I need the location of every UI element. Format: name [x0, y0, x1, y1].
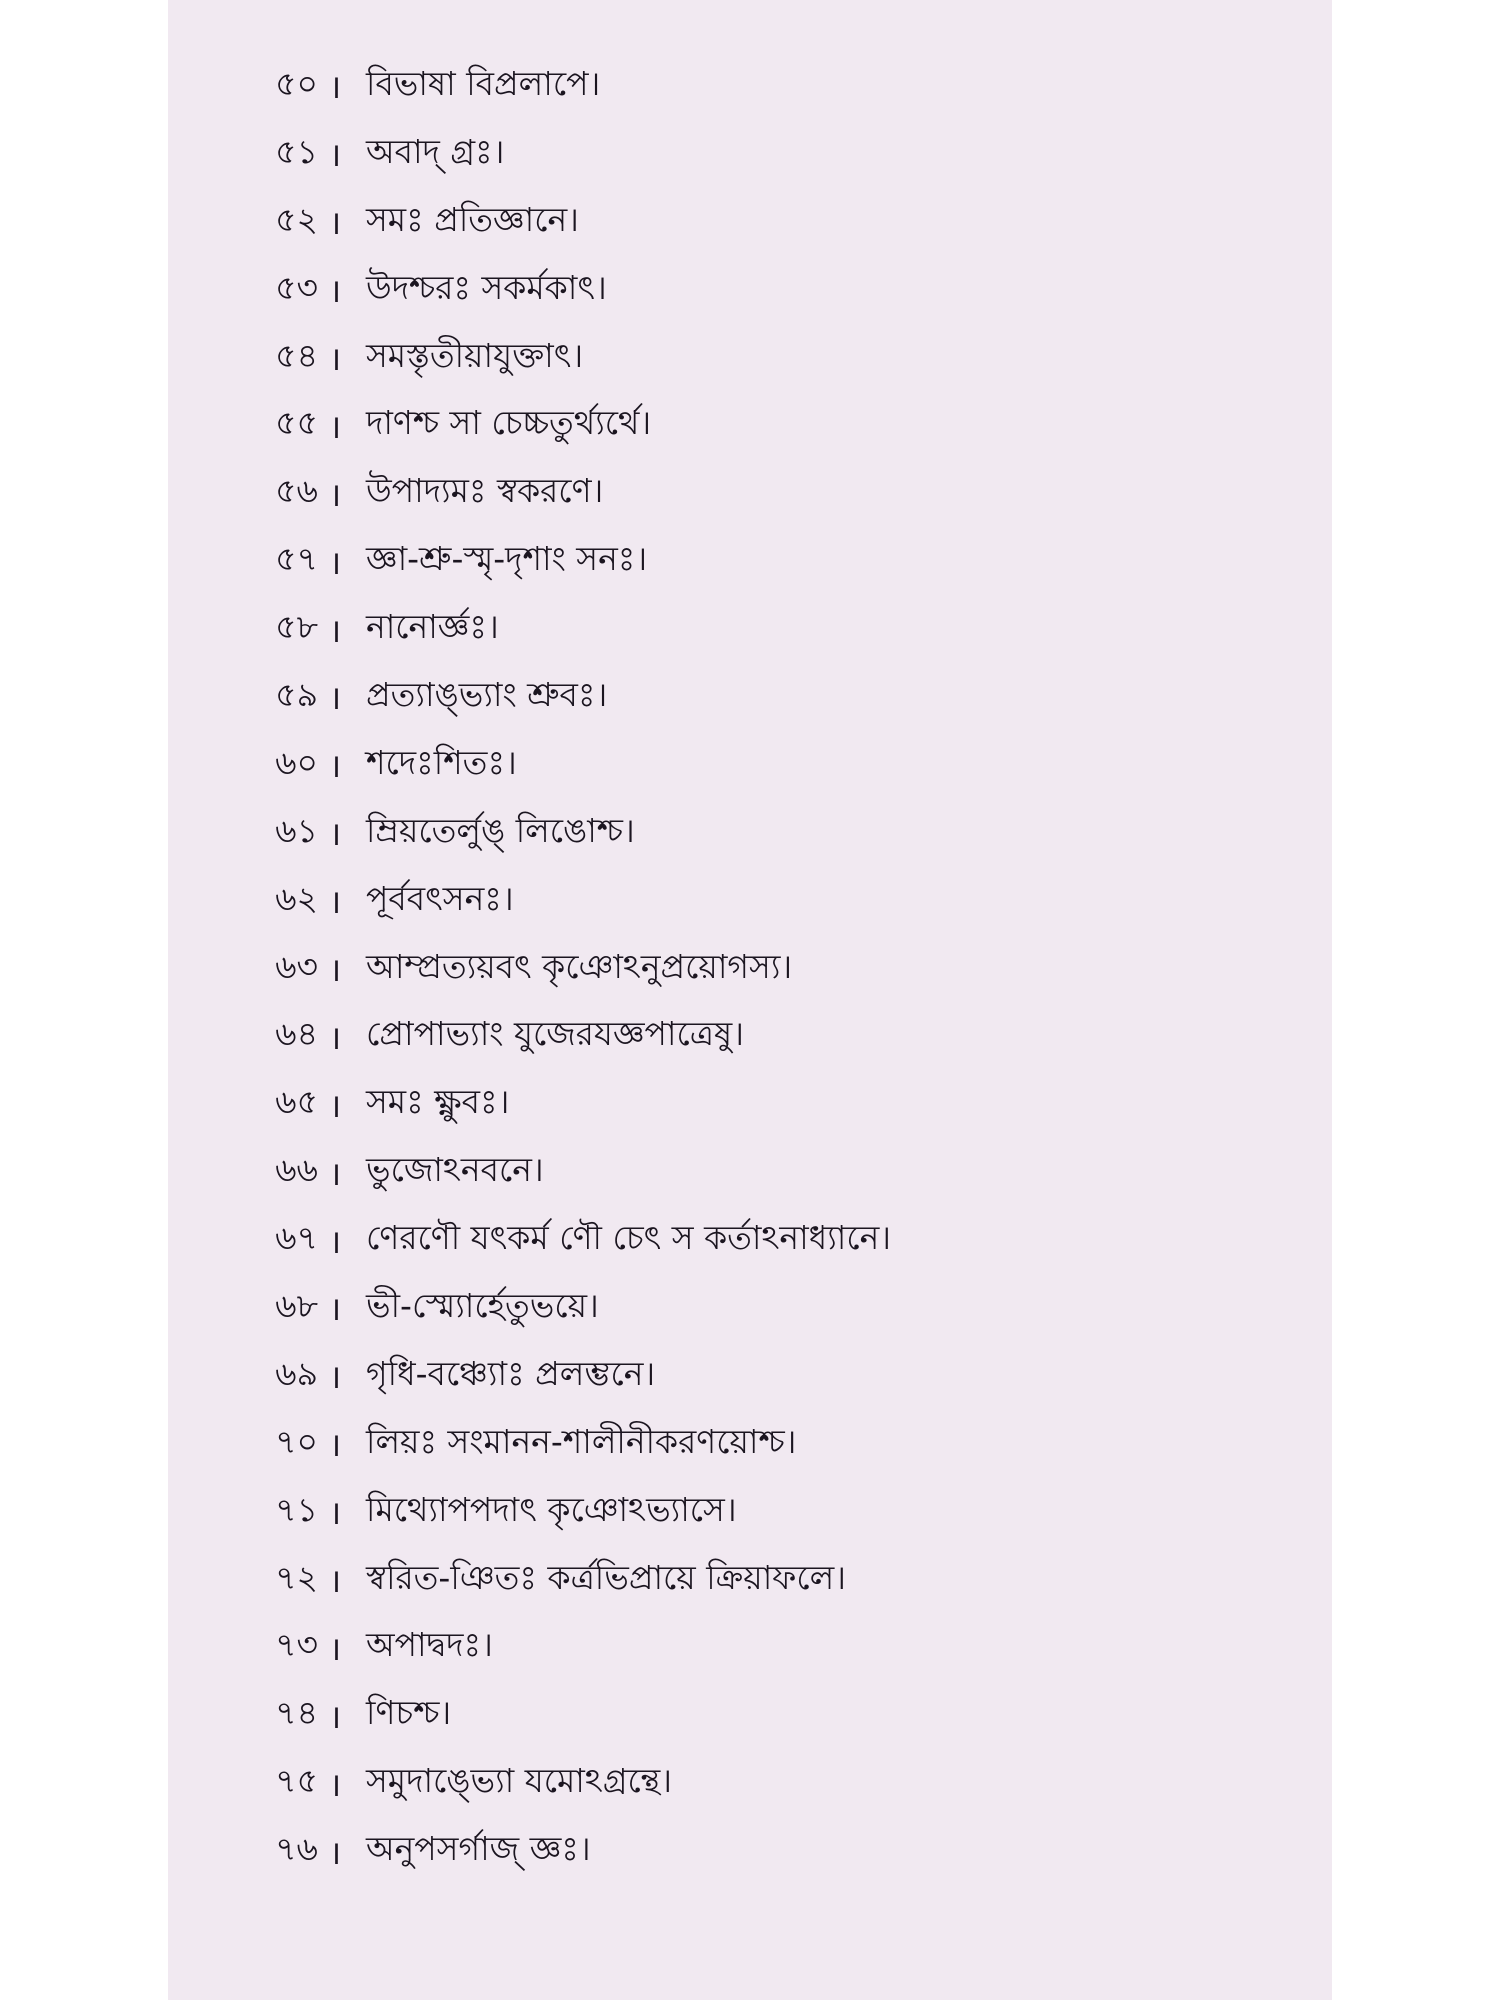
- sutra-number: ৬৮: [275, 1285, 318, 1325]
- sutra-row: [238, 1546, 1298, 1614]
- sutra-number: ৫৪: [275, 335, 318, 375]
- sutra-number: ৬০: [275, 742, 318, 782]
- sutra-number: ৬৩: [275, 946, 318, 986]
- number-separator: ।: [328, 1289, 342, 1329]
- sutra-text: স্বরিত-ঞিতঃ কর্ত্রভিপ্রায়ে ক্রিয়াফলে।: [366, 1557, 847, 1597]
- sutra-text: ণিচশ্চ।: [366, 1693, 452, 1733]
- sutra-text: প্রোপাভ্যাং যুজেরযজ্ঞপাত্রেষু।: [366, 1014, 744, 1054]
- sutra-number: ৭৬: [275, 1829, 318, 1869]
- right-margin: [1332, 0, 1500, 2000]
- number-separator: ।: [328, 1425, 342, 1465]
- sutra-text: জ্ঞা-শ্রু-স্মৃ-দৃশাং সনঃ।: [366, 539, 648, 579]
- number-separator: ।: [328, 610, 342, 650]
- sutra-text: সমঃ ক্ষ্ণুবঃ।: [366, 1082, 510, 1122]
- sutra-row: [238, 459, 1298, 527]
- sutra-row: [238, 1002, 1298, 1070]
- sutra-number: ৬৬: [275, 1150, 318, 1190]
- sutra-text: বিভাষা বিপ্রলাপে।: [366, 63, 601, 103]
- sutra-number: ৬৫: [275, 1082, 318, 1122]
- sutra-row: [238, 1681, 1298, 1749]
- number-separator: ।: [328, 1832, 342, 1872]
- sutra-row: [238, 731, 1298, 799]
- sutra-row: [238, 527, 1298, 595]
- number-separator: ।: [328, 339, 342, 378]
- sutra-number: ৫১: [275, 131, 318, 171]
- sutra-text: নানোর্জ্ঞঃ।: [366, 607, 499, 647]
- number-separator: ।: [328, 1357, 342, 1397]
- sutra-text: উপাদ্যমঃ স্বকরণে।: [366, 471, 604, 511]
- sutra-number: ৫০: [275, 63, 318, 103]
- sutra-row: [238, 391, 1298, 459]
- sutra-row: [238, 1749, 1298, 1817]
- sutra-row: [238, 1070, 1298, 1138]
- sutra-row: [238, 324, 1298, 392]
- sutra-row: [238, 1206, 1298, 1274]
- sutra-number: ৫৩: [275, 267, 318, 307]
- sutra-row: [238, 799, 1298, 867]
- number-separator: ।: [328, 950, 342, 990]
- sutra-text: মিথ্যোপপদাৎ কৃঞোঽভ্যাসে।: [366, 1489, 737, 1529]
- sutra-row: [238, 120, 1298, 188]
- sutra-row: [238, 663, 1298, 731]
- sutra-text: ণেরণৌ যৎকর্ম ণৌ চেৎ স কর্তাঽনাধ্যানে।: [366, 1218, 892, 1258]
- sutra-text: গৃধি-বঞ্চ্যোঃ প্রলম্ভনে।: [366, 1353, 656, 1393]
- sutra-text: লিয়ঃ সংমানন-শালীনীকরণয়োশ্চ।: [366, 1421, 797, 1461]
- sutra-number: ৬৯: [275, 1353, 318, 1393]
- book-page: [168, 0, 1332, 2000]
- sutra-row: [238, 1342, 1298, 1410]
- sutra-number: ৫২: [275, 199, 318, 239]
- sutra-text: অনুপসর্গাজ্ জ্ঞঃ।: [366, 1829, 591, 1869]
- number-separator: ।: [328, 271, 342, 311]
- sutra-number: ৫৫: [275, 403, 318, 443]
- sutra-text: ম্রিয়তের্লুঙ্ লিঙোশ্চ।: [366, 810, 635, 850]
- sutra-number: ৬২: [275, 878, 318, 918]
- sutra-number: ৫৮: [275, 607, 318, 647]
- sutra-number: ৫৭: [275, 539, 318, 579]
- sutra-number: ৬১: [275, 810, 318, 850]
- sutra-text: পূর্ববৎসনঃ।: [366, 878, 514, 918]
- sutra-number: ৫৯: [275, 674, 318, 714]
- number-separator: ।: [328, 678, 342, 718]
- number-separator: ।: [328, 1085, 342, 1125]
- sutra-row: [238, 1478, 1298, 1546]
- sutra-text: ভুজোঽনবনে।: [366, 1150, 544, 1190]
- number-separator: ।: [328, 1153, 342, 1193]
- sutra-number: ৬৪: [275, 1014, 318, 1054]
- sutra-row: [238, 1410, 1298, 1478]
- number-separator: ।: [328, 882, 342, 922]
- number-separator: ।: [328, 1017, 342, 1057]
- sutra-row: [238, 1817, 1298, 1885]
- number-separator: ।: [328, 1764, 342, 1804]
- sutra-row: [238, 867, 1298, 935]
- sutra-number: ৭৩: [275, 1625, 318, 1665]
- sutra-row: [238, 595, 1298, 663]
- number-separator: ।: [328, 474, 342, 514]
- number-separator: ।: [328, 67, 342, 107]
- sutra-text: ভী-স্ম্যোর্হেতুভয়ে।: [366, 1285, 599, 1325]
- left-margin: [0, 0, 168, 2000]
- number-separator: ।: [328, 406, 342, 446]
- sutra-number: ৭১: [275, 1489, 318, 1529]
- number-separator: ।: [328, 203, 342, 243]
- sutra-text: প্রত্যাঙ্ভ্যাং শ্রুবঃ।: [366, 674, 608, 714]
- sutra-row: [238, 1274, 1298, 1342]
- sutra-text: অপাদ্বদঃ।: [366, 1625, 493, 1665]
- sutra-row: [238, 52, 1298, 120]
- sutra-row: [238, 935, 1298, 1003]
- sutra-text: আম্প্রত্যয়বৎ কৃঞোঽনুপ্রয়োগস্য।: [366, 946, 793, 986]
- sutra-text: সমঃ প্রতিজ্ঞানে।: [366, 199, 579, 239]
- number-separator: ।: [328, 1628, 342, 1668]
- number-separator: ।: [328, 814, 342, 854]
- sutra-text: শদেঃশিতঃ।: [366, 742, 517, 782]
- sutra-number: ৭৪: [275, 1693, 318, 1733]
- sutra-number: ৭৫: [275, 1761, 318, 1801]
- sutra-text: সমস্তৃতীয়াযুক্তাৎ।: [366, 335, 584, 375]
- number-separator: ।: [328, 135, 342, 175]
- sutra-number: ৭০: [275, 1421, 318, 1461]
- sutra-text: সমুদাঙ্ভ্যো যমোঽগ্রন্থে।: [366, 1761, 673, 1801]
- sutra-row: [238, 256, 1298, 324]
- sutra-text: উদশ্চরঃ সকর্মকাৎ।: [366, 267, 607, 307]
- sutra-number: ৬৭: [275, 1218, 318, 1258]
- number-separator: ।: [328, 1493, 342, 1533]
- sutra-list: [238, 52, 1298, 1885]
- sutra-text: দাণশ্চ সা চেচ্চতুর্থ্যর্থে।: [366, 403, 652, 443]
- number-separator: ।: [328, 1561, 342, 1601]
- sutra-number: ৭২: [275, 1557, 318, 1597]
- sutra-row: [238, 1138, 1298, 1206]
- sutra-text: অবাদ্ গ্রঃ।: [366, 131, 505, 171]
- number-separator: ।: [328, 542, 342, 582]
- sutra-row: [238, 1613, 1298, 1681]
- sutra-number: ৫৬: [275, 471, 318, 511]
- sutra-row: [238, 188, 1298, 256]
- number-separator: ।: [328, 1221, 342, 1261]
- number-separator: ।: [328, 1696, 342, 1736]
- number-separator: ।: [328, 746, 342, 786]
